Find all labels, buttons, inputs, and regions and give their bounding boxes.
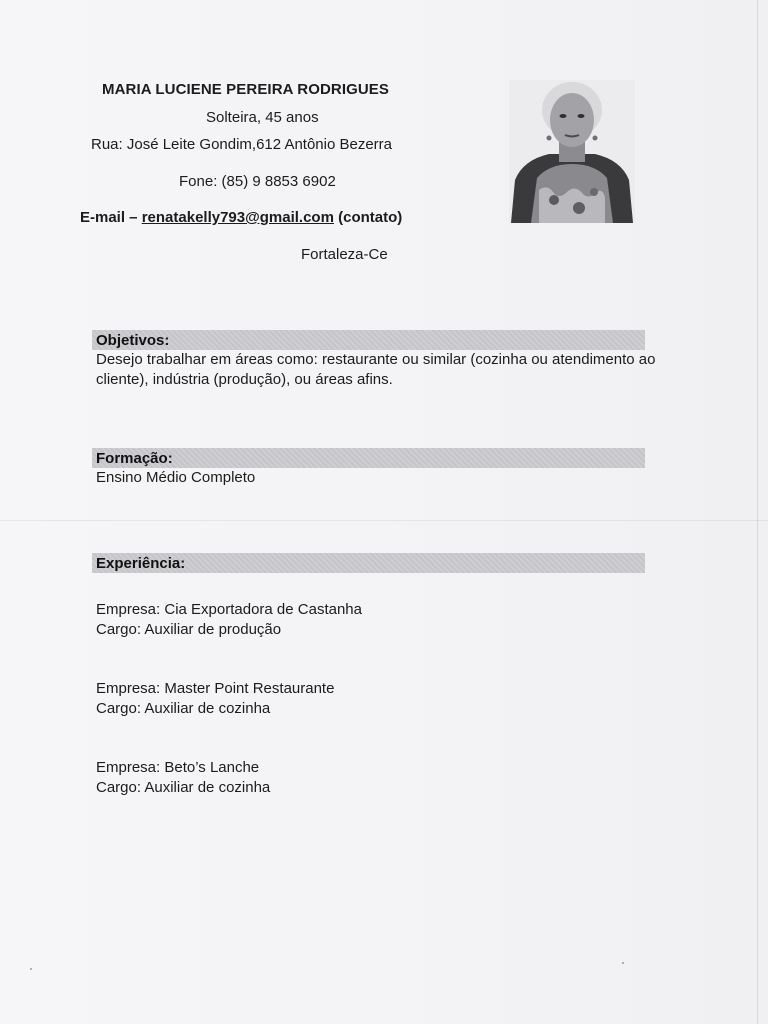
objectives-header bbox=[92, 330, 645, 350]
city: Fortaleza-Ce bbox=[301, 246, 388, 263]
job-company: Empresa: Cia Exportadora de Castanha bbox=[96, 601, 362, 618]
education-header bbox=[92, 448, 645, 468]
portrait-photo-icon bbox=[509, 80, 635, 223]
paper-fold bbox=[0, 520, 768, 521]
email-note: (contato) bbox=[338, 209, 403, 226]
objectives-text: Desejo trabalhar em áreas como: restaurante ou similar (cozinha ou atendimento ao cliente), indústria (produção), ou áreas afins. bbox=[96, 351, 656, 388]
email-label: E-mail – bbox=[80, 209, 138, 226]
candidate-name: MARIA LUCIENE PEREIRA RODRIGUES bbox=[102, 81, 390, 98]
job-role: Cargo: Auxiliar de cozinha bbox=[96, 779, 271, 796]
job-role: Cargo: Auxiliar de cozinha bbox=[96, 700, 271, 717]
job-company: Empresa: Master Point Restaurante bbox=[96, 680, 335, 697]
paper-speck bbox=[30, 968, 32, 970]
experience-item bbox=[96, 758, 270, 798]
paper-edge bbox=[757, 0, 758, 1024]
objectives-title: Objetivos: bbox=[96, 332, 170, 349]
email-line bbox=[80, 209, 402, 226]
education-text: Ensino Médio Completo bbox=[96, 469, 256, 486]
experience-header bbox=[92, 553, 645, 573]
address: Rua: José Leite Gondim,612 Antônio Bezerra bbox=[91, 136, 393, 153]
experience-item bbox=[96, 600, 362, 640]
paper-speck bbox=[622, 962, 624, 964]
civil-status: Solteira, 45 anos bbox=[206, 109, 319, 126]
experience-item bbox=[96, 679, 334, 719]
email-link[interactable]: renatakelly793@gmail.com bbox=[141, 209, 334, 226]
job-role: Cargo: Auxiliar de produção bbox=[96, 621, 282, 638]
phone: Fone: (85) 9 8853 6902 bbox=[179, 173, 336, 190]
portrait-photo bbox=[509, 80, 635, 223]
experience-title: Experiência: bbox=[96, 555, 186, 572]
job-company: Empresa: Beto’s Lanche bbox=[96, 759, 260, 776]
education-title: Formação: bbox=[96, 450, 173, 467]
